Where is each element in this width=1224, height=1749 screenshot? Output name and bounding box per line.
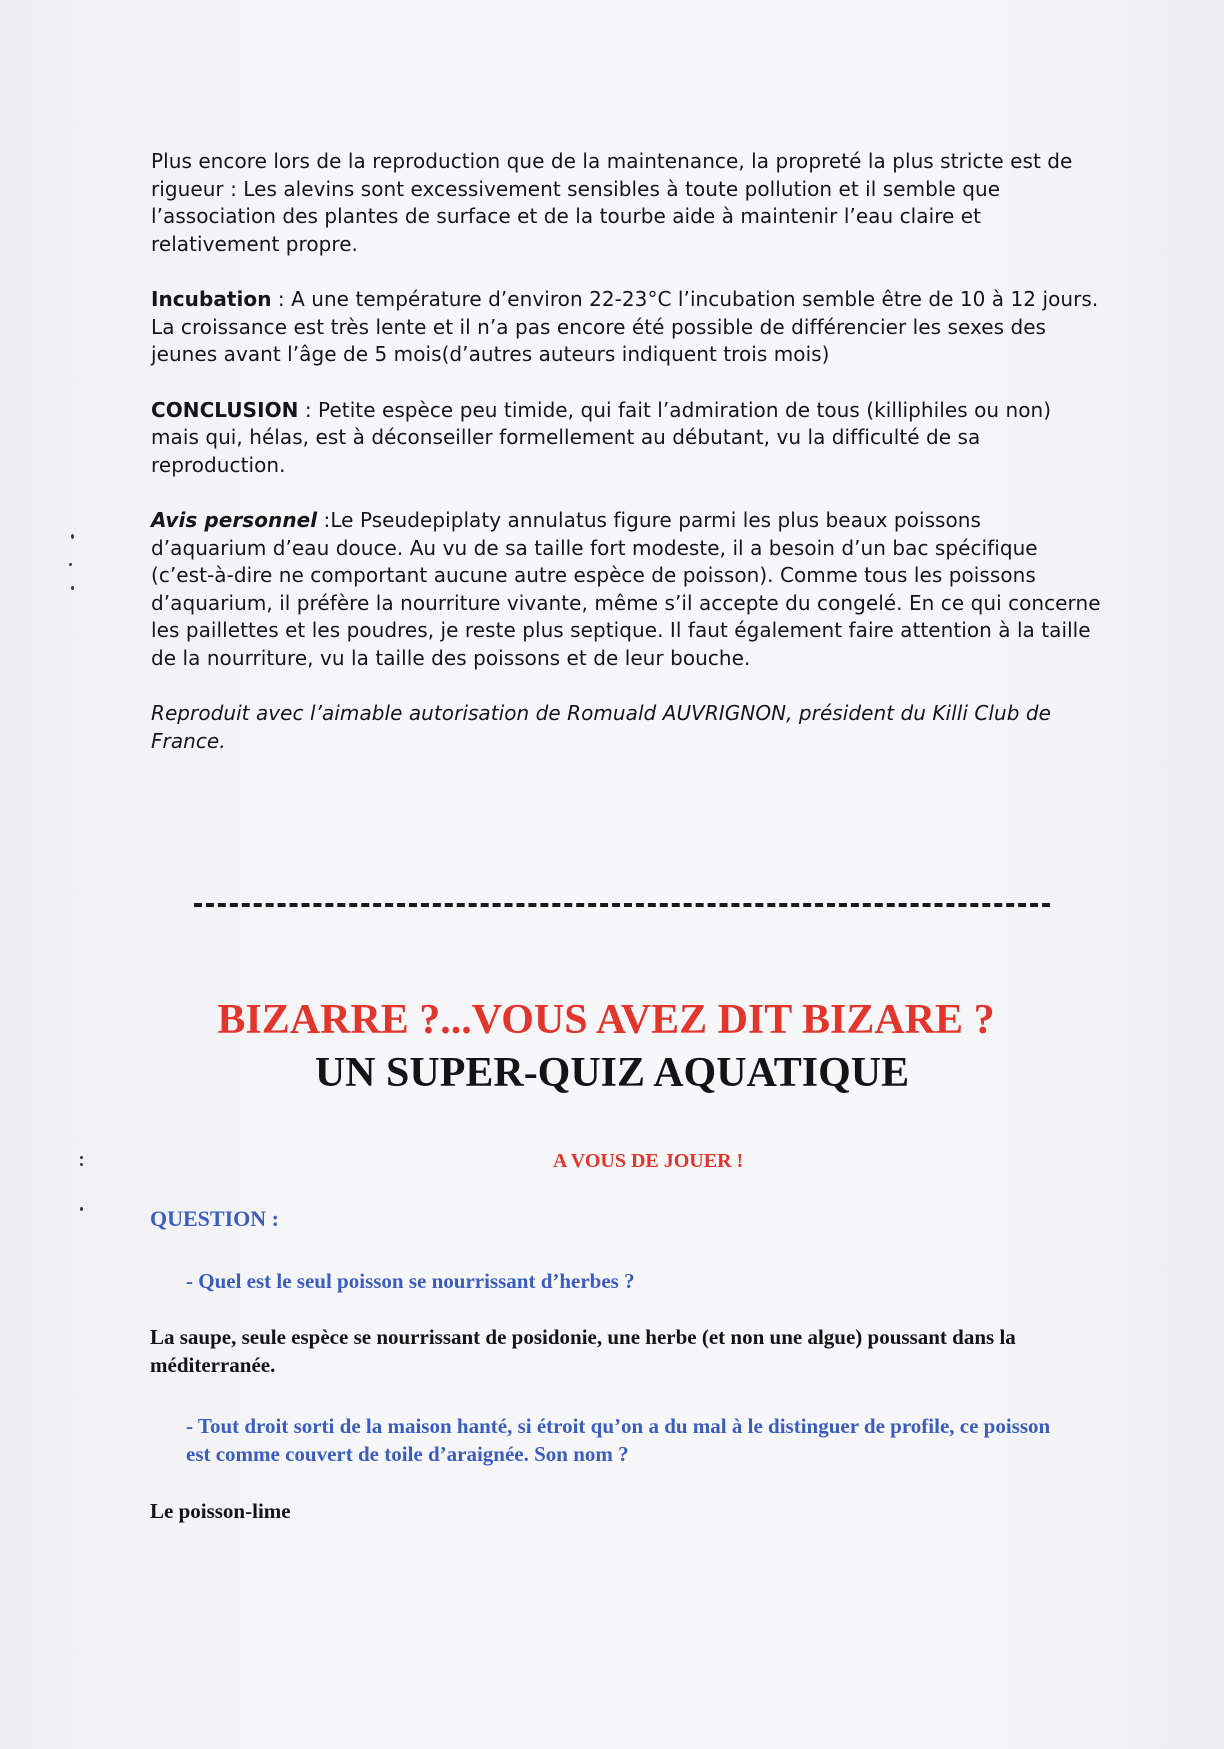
credit-text: Reproduit avec l’aimable autorisation de Romuald AUVRIGNON, président du Killi Club de France. xyxy=(151,701,1051,753)
quiz-answer-2: Le poisson-lime xyxy=(150,1499,291,1523)
avis-label: Avis personnel xyxy=(151,508,318,532)
scan-speck xyxy=(80,1207,83,1211)
incubation-label: Incubation xyxy=(151,287,272,311)
scan-speck xyxy=(71,534,74,539)
conclusion-label: CONCLUSION xyxy=(151,397,299,422)
quiz-question-1: - Quel est le seul poisson se nourrissant d’herbes ? xyxy=(186,1269,635,1293)
question-heading: QUESTION : xyxy=(150,1206,279,1231)
quiz-answer-1: La saupe, seule espèce se nourrissant de posidonie, une herbe (et non une algue) poussant dans la méditerranée. xyxy=(150,1325,1016,1377)
reproduction-paragraph xyxy=(151,148,1101,258)
quiz-subtitle-main: UN SUPER-QUIZ AQUATIQUE xyxy=(314,1050,910,1096)
scan-speck xyxy=(80,1163,83,1166)
scan-speck xyxy=(71,586,74,590)
scan-speck xyxy=(69,563,72,566)
conclusion-paragraph xyxy=(151,397,1101,480)
conclusion-text: : Petite espèce peu timide, qui fait l’admiration de tous (killiphiles ou non) mais qui, hélas, est à déconseiller formellement au débutant, vu la difficulté de sa reproduction. xyxy=(151,397,1052,477)
section-divider xyxy=(194,903,1050,907)
credit-paragraph xyxy=(151,700,1101,755)
quiz-title: BIZARRE ?...VOUS AVEZ DIT BIZARE ? xyxy=(217,997,995,1043)
scan-speck xyxy=(80,1156,83,1159)
incubation-paragraph xyxy=(151,286,1101,369)
avis-paragraph xyxy=(151,507,1101,672)
reproduction-text: Plus encore lors de la reproduction que de la maintenance, la propreté la plus stricte est de rigueur : Les alevins sont excessivement sensibles à toute pollution et il semble que l’association des plantes de surface et de la tourbe aide à maintenir l’eau claire et relativement propre. xyxy=(151,149,1073,256)
quiz-call-to-action: A VOUS DE JOUER ! xyxy=(552,1150,744,1172)
quiz-question-2: - Tout droit sorti de la maison hanté, si étroit qu’on a du mal à le distinguer de profile, ce poisson est comme couvert de toile d’araignée. Son nom ? xyxy=(186,1414,1051,1466)
article-body xyxy=(151,148,1101,783)
avis-text: :Le Pseudepiplaty annulatus figure parmi les plus beaux poissons d’aquarium d’eau douce. Au vu de sa taille fort modeste, il a besoin d’un bac spécifique (c’est-à-dire ne comportant aucune autre espèce de poisson). Comme tous les poissons d’aquarium, il préfère la nourriture vivante, même s’il accepte du congelé. En ce qui concerne les paillettes et les poudres, je reste plus septique. Il faut également faire attention à la taille de la nourriture, vu la taille des poissons et de leur bouche. xyxy=(151,508,1101,670)
incubation-text: : A une température d’environ 22-23°C l’incubation semble être de 10 à 12 jours. La croissance est très lente et il n’a pas encore été possible de différencier les sexes des jeunes avant l’âge de 5 mois(d’autres auteurs indiquent trois mois) xyxy=(151,287,1099,366)
